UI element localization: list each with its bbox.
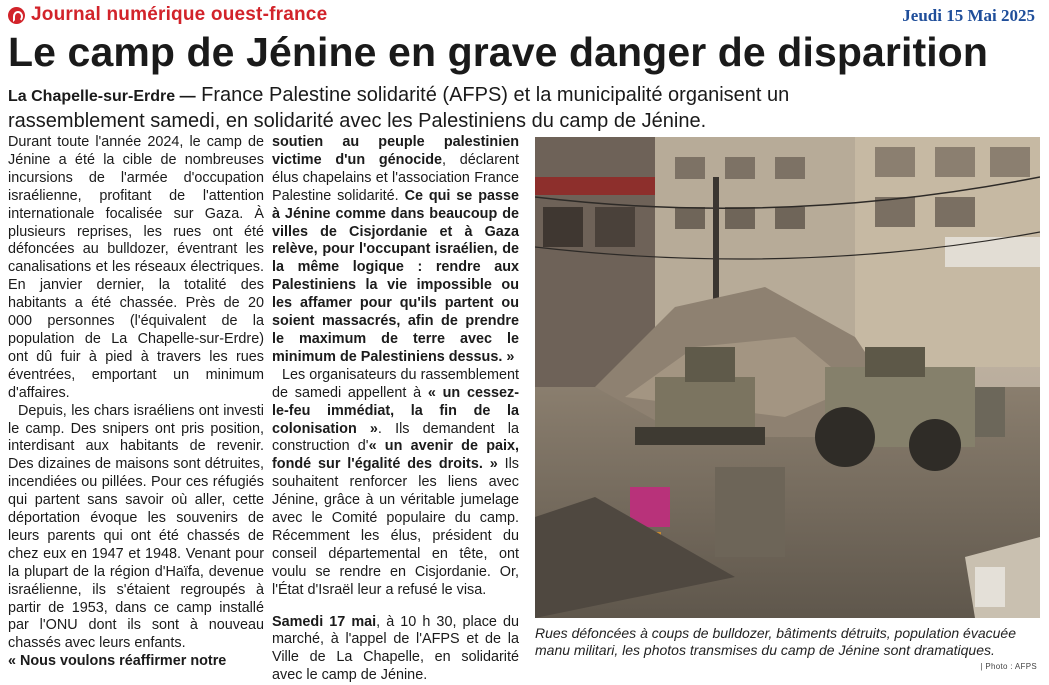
destroyed-camp-photo-icon xyxy=(535,137,1040,618)
paragraph: Durant toute l'année 2024, le camp de Jénine a été la cible de nombreuses incursions de l'armée d'occupation israélienne, profitant de l'attention internationale focalisée sur Gaza. À plusieurs reprises, les rues ont été défoncées au bulldozer, éventrant les canalisations et les réseaux électriques. En janvier dernier, la totalité des habitants a été chassée. Près de 20 000 personnes (l'équivalent de la population de La Chapelle-sur-Erdre) ont dû fuir à pied à travers les rues éventrées, emportant un minimum d'affaires. xyxy=(8,134,264,401)
masthead xyxy=(8,4,327,26)
bold-text: soutien au peuple palestinien victime d'un génocide xyxy=(272,134,519,168)
text: Les organisateurs du rassemblement de samedi appellent à xyxy=(272,366,519,401)
bold-text: « un cessez-le-feu immédiat, la fin de la colonisation » xyxy=(272,384,519,437)
event-date: Samedi 17 mai xyxy=(272,613,377,630)
dateline-place: La Chapelle-sur-Erdre — xyxy=(8,88,196,105)
text: , déclarent élus chapelains et l'association France Palestine solidarité. xyxy=(272,151,519,204)
paragraph: Depuis, les chars israéliens ont investi le camp. Des snipers ont pris position, interdisant aux habitants de revenir. Des dizaines de maisons sont détruites, incendiées ou pillées. Pour ces réfugiés qui partent sans savoir où aller, cette déportation évoque les souvenirs de leurs parents qui ont été chassés de chez eux en 1947 et 1948. Venant pour la plupart de la région d'Haïfa, devenue israélienne, ils s'étaient regroupés à partir de 1953, dans ce camp installé par l'ONU dont ils sont à nouveau chassés avec leurs enfants. xyxy=(8,402,264,652)
bold-text: Ce qui se passe à Jénine comme dans beaucoup de villes de Cisjordanie et à Gaza relève, pour l'occupant israélien, de la même logique : rendre aux Palestiniens la vie impossible ou les affamer pour qu'ils partent ou soient massacrés, afin de prendre le maximum de terre avec le minimum de Palestiniens dessus. » xyxy=(272,187,519,365)
photo-credit: | Photo : AFPS xyxy=(980,662,1037,671)
article-column-2 xyxy=(272,134,519,685)
quote-start: « Nous voulons réaffirmer notre xyxy=(8,653,227,670)
journal-name: Journal numérique ouest-france xyxy=(31,4,328,25)
article-photo xyxy=(535,137,1040,618)
article-column-1 xyxy=(8,134,264,671)
event-info xyxy=(272,614,519,685)
text: . Ils demandent la construction d' xyxy=(272,420,519,455)
article-headline: Le camp de Jénine en grave danger de disparition xyxy=(8,29,988,75)
photo-caption: Rues défoncées à coups de bulldozer, bâtiments détruits, population évacuée manu militari, les photos transmises du camp de Jénine sont dramatiques. xyxy=(535,625,1016,658)
paragraph xyxy=(272,367,519,600)
lede-text: France Palestine solidarité (AFPS) et la municipalité organisent un rassemblement samedi, en solidarité avec les Palestiniens du camp de Jénine. xyxy=(8,84,790,132)
bold-text: « un avenir de paix, fondé sur l'égalité des droits. » xyxy=(272,438,519,473)
text: Ils souhaitent renforcer les liens avec Jénine, grâce à un véritable jumelage avec le Comité populaire du camp. Récemment les élus, président du conseil départemental en tête, ont voulu se rendre en Cisjordanie. Or, l'État d'Israël leur a refusé le visa. xyxy=(272,456,520,598)
article-lede xyxy=(8,83,798,133)
paragraph xyxy=(272,134,519,367)
issue-date: Jeudi 15 Mai 2025 xyxy=(902,6,1035,25)
event-details: , à 10 h 30, place du marché, à l'appel de l'AFPS et de la Ville de La Chapelle, en solidarité avec le camp de Jénine. xyxy=(272,613,519,684)
ouest-france-logo-icon xyxy=(8,7,25,24)
